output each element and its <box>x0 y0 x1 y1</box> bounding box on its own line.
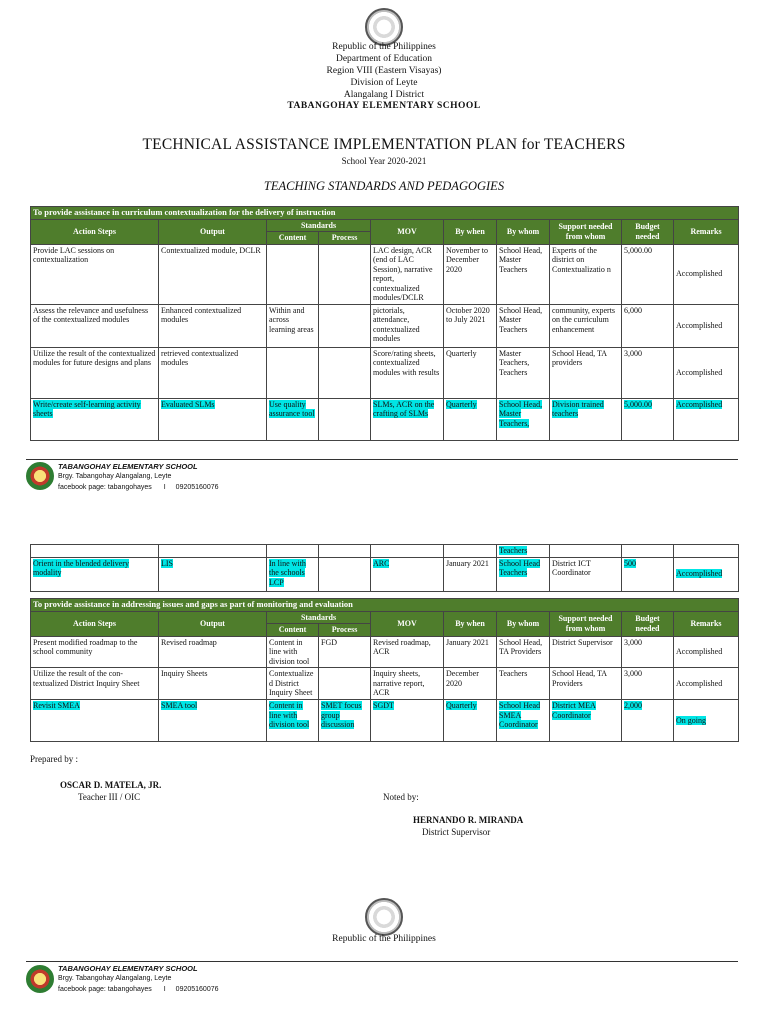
deped-seal <box>365 898 403 936</box>
cell-content: Contextualize d District Inquiry Sheet <box>267 668 319 700</box>
cell-content <box>267 347 319 398</box>
col-budget: Budget needed <box>622 611 674 636</box>
cell-when: January 2021 <box>444 636 497 668</box>
cell-action: Orient in the blended delivery modality <box>31 557 159 591</box>
footer-divider <box>26 459 738 460</box>
col-process: Process <box>319 232 371 245</box>
header-line: Region VIII (Eastern Visayas) <box>326 66 442 76</box>
school-name: TABANGOHAY ELEMENTARY SCHOOL <box>287 101 481 111</box>
cell-action: Assess the relevance and usefulness of the contextualized modules <box>31 304 159 347</box>
cell-process: SMET focus group discussion <box>319 700 371 742</box>
cell-action: Utilize the result of the contextualized modules for future designs and plans <box>31 347 159 398</box>
col-standards: Standards <box>267 219 371 232</box>
plan-table-2 <box>30 544 739 592</box>
cell-when: Quarterly <box>444 700 497 742</box>
cell-whom: School Head, Master Teachers <box>497 244 550 304</box>
col-when: By when <box>444 611 497 636</box>
header-line: Department of Education <box>335 54 433 64</box>
cell-process <box>319 304 371 347</box>
cell-budget: 6,000 <box>622 304 674 347</box>
col-support: Support needed from whom <box>550 219 622 244</box>
page-title: TECHNICAL ASSISTANCE IMPLEMENTATION PLAN for TEACHERS <box>142 136 626 153</box>
col-remarks: Remarks <box>674 219 739 244</box>
footer-contact <box>58 986 219 993</box>
footer-address: Brgy. Tabangohay Alangalang, Leyte <box>58 473 172 480</box>
plan-table-3 <box>30 598 739 742</box>
section-subtitle: TEACHING STANDARDS AND PEDAGOGIES <box>263 179 505 193</box>
cell-budget: 5,000.00 <box>622 398 674 440</box>
noter-title: District Supervisor <box>422 827 491 837</box>
cell-output: Enhanced contextualized modules <box>159 304 267 347</box>
col-when: By when <box>444 219 497 244</box>
col-remarks: Remarks <box>674 611 739 636</box>
cell-mov: Score/rating sheets, contextualized modules with results <box>371 347 444 398</box>
preparer-title: Teacher III / OIC <box>78 792 141 802</box>
col-mov: MOV <box>371 611 444 636</box>
table-row <box>31 636 739 668</box>
cell-content: Within and across learning areas <box>267 304 319 347</box>
prepared-label: Prepared by : <box>30 754 78 764</box>
col-standards: Standards <box>267 611 371 624</box>
cell-support: District ICT Coordinator <box>550 557 622 591</box>
col-whom: By whom <box>497 611 550 636</box>
table-row <box>31 347 739 398</box>
cell-mov: ARC <box>371 557 444 591</box>
cell-when: Quarterly <box>444 347 497 398</box>
cell-support: School Head, TA providers <box>550 347 622 398</box>
col-output: Output <box>159 219 267 244</box>
cell-whom: School Head Teachers <box>497 557 550 591</box>
footer-divider <box>26 961 738 962</box>
table-row <box>31 700 739 742</box>
cell-content: In line with the schools LCP <box>267 557 319 591</box>
footer-facebook: facebook page: tabangohayes <box>58 986 152 993</box>
table-row <box>31 304 739 347</box>
table-row <box>31 557 739 591</box>
cell-when: January 2021 <box>444 557 497 591</box>
cell-mov: Revised roadmap, ACR <box>371 636 444 668</box>
objective-row: To provide assistance in addressing issues and gaps as part of monitoring and evaluation <box>31 599 739 612</box>
cell-process <box>319 668 371 700</box>
cell-remarks: Accomplished <box>674 557 739 591</box>
footer-contact <box>58 484 219 491</box>
noted-label: Noted by: <box>383 792 419 802</box>
cell-support: Experts of the district on Contextualizatio n <box>550 244 622 304</box>
header-line: Republic of the Philippines <box>332 42 436 52</box>
cell-action: Write/create self-learning activity sheets <box>31 398 159 440</box>
cell-support: School Head, TA Providers <box>550 668 622 700</box>
cell-whom: Teachers <box>497 545 550 558</box>
col-whom: By whom <box>497 219 550 244</box>
col-mov: MOV <box>371 219 444 244</box>
cell-budget: 5,000.00 <box>622 244 674 304</box>
cell-content <box>267 244 319 304</box>
cell-mov: LAC design, ACR (end of LAC Session), narrative report, contextualized modules/DCLR <box>371 244 444 304</box>
col-action: Action Steps <box>31 219 159 244</box>
cell-budget: 3,000 <box>622 636 674 668</box>
cell-mov: SLMs, ACR on the crafting of SLMs <box>371 398 444 440</box>
cell-process <box>319 557 371 591</box>
cell-process <box>319 244 371 304</box>
cell-content: Content in line with division tool <box>267 636 319 668</box>
cell-action: Provide LAC sessions on contextualization <box>31 244 159 304</box>
cell-support: Division trained teachers <box>550 398 622 440</box>
cell-output: Revised roadmap <box>159 636 267 668</box>
header-block <box>0 41 768 101</box>
footer-facebook: facebook page: tabangohayes <box>58 484 152 491</box>
table-row <box>31 668 739 700</box>
table-row <box>31 398 739 440</box>
col-output: Output <box>159 611 267 636</box>
school-logo <box>26 965 54 993</box>
cell-content: Content in line with division tool <box>267 700 319 742</box>
cell-budget: 3,000 <box>622 347 674 398</box>
cell-process: FGD <box>319 636 371 668</box>
school-year: School Year 2020-2021 <box>341 156 427 166</box>
cell-mov: pictorials, attendance, contextualized modules <box>371 304 444 347</box>
cell-budget: 3,000 <box>622 668 674 700</box>
cell-output: retrieved contextualized modules <box>159 347 267 398</box>
footer-address: Brgy. Tabangohay Alangalang, Leyte <box>58 975 172 982</box>
cell-content: Use quality assurance tool <box>267 398 319 440</box>
plan-table-1 <box>30 206 739 441</box>
col-content: Content <box>267 624 319 637</box>
col-budget: Budget needed <box>622 219 674 244</box>
footer-separator: I <box>163 484 166 491</box>
table-row <box>31 244 739 304</box>
footer-phone: 09205160076 <box>175 986 219 993</box>
cell-action: Revisit SMEA <box>31 700 159 742</box>
footer-school: TABANGOHAY ELEMENTARY SCHOOL <box>58 462 198 471</box>
cell-action: Present modified roadmap to the school community <box>31 636 159 668</box>
cell-process <box>319 398 371 440</box>
page2-header: Republic of the Philippines <box>332 934 436 944</box>
cell-whom: School Head, Master Teachers <box>497 304 550 347</box>
cell-whom: School Head, Master Teachers, <box>497 398 550 440</box>
cell-when: October 2020 to July 2021 <box>444 304 497 347</box>
cell-when: December 2020 <box>444 668 497 700</box>
cell-support: District Supervisor <box>550 636 622 668</box>
header-line: Alangalang I District <box>343 90 425 100</box>
col-support: Support needed from whom <box>550 611 622 636</box>
cell-remarks: Accomplished <box>674 304 739 347</box>
cell-process <box>319 347 371 398</box>
cell-whom: Teachers <box>497 668 550 700</box>
cell-whom: Master Teachers, Teachers <box>497 347 550 398</box>
col-content: Content <box>267 232 319 245</box>
noter-name: HERNANDO R. MIRANDA <box>413 815 524 825</box>
col-action: Action Steps <box>31 611 159 636</box>
cell-remarks: On going <box>674 700 739 742</box>
footer-separator: I <box>163 986 166 993</box>
cell-output: Evaluated SLMs <box>159 398 267 440</box>
preparer-name: OSCAR D. MATELA, JR. <box>60 780 162 790</box>
cell-when: Quarterly <box>444 398 497 440</box>
cell-when: November to December 2020 <box>444 244 497 304</box>
cell-budget: 500 <box>622 557 674 591</box>
cell-remarks: Accomplished <box>674 398 739 440</box>
cell-remarks: Accomplished <box>674 244 739 304</box>
footer-phone: 09205160076 <box>175 484 219 491</box>
cell-output: Contextualized module, DCLR <box>159 244 267 304</box>
cell-support: community, experts on the curriculum enhancement <box>550 304 622 347</box>
cell-action: Utilize the result of the con-textualized District Inquiry Sheet <box>31 668 159 700</box>
cell-remarks: Accomplished <box>674 636 739 668</box>
cell-output: Inquiry Sheets <box>159 668 267 700</box>
cell-whom: School Head SMEA Coordinator <box>497 700 550 742</box>
cell-output: LIS <box>159 557 267 591</box>
cell-support: District MEA Coordinator <box>550 700 622 742</box>
cell-remarks: Accomplished <box>674 347 739 398</box>
school-logo <box>26 462 54 490</box>
col-process: Process <box>319 624 371 637</box>
cell-output: SMEA tool <box>159 700 267 742</box>
objective-row: To provide assistance in curriculum contextualization for the delivery of instruction <box>31 207 739 220</box>
cell-budget: 2,000 <box>622 700 674 742</box>
cell-whom: School Head, TA Providers <box>497 636 550 668</box>
cell-mov: Inquiry sheets, narrative report, ACR <box>371 668 444 700</box>
cell-remarks: Accomplished <box>674 668 739 700</box>
footer-school: TABANGOHAY ELEMENTARY SCHOOL <box>58 964 198 973</box>
cell-mov: SGDT <box>371 700 444 742</box>
header-line: Division of Leyte <box>350 78 418 88</box>
